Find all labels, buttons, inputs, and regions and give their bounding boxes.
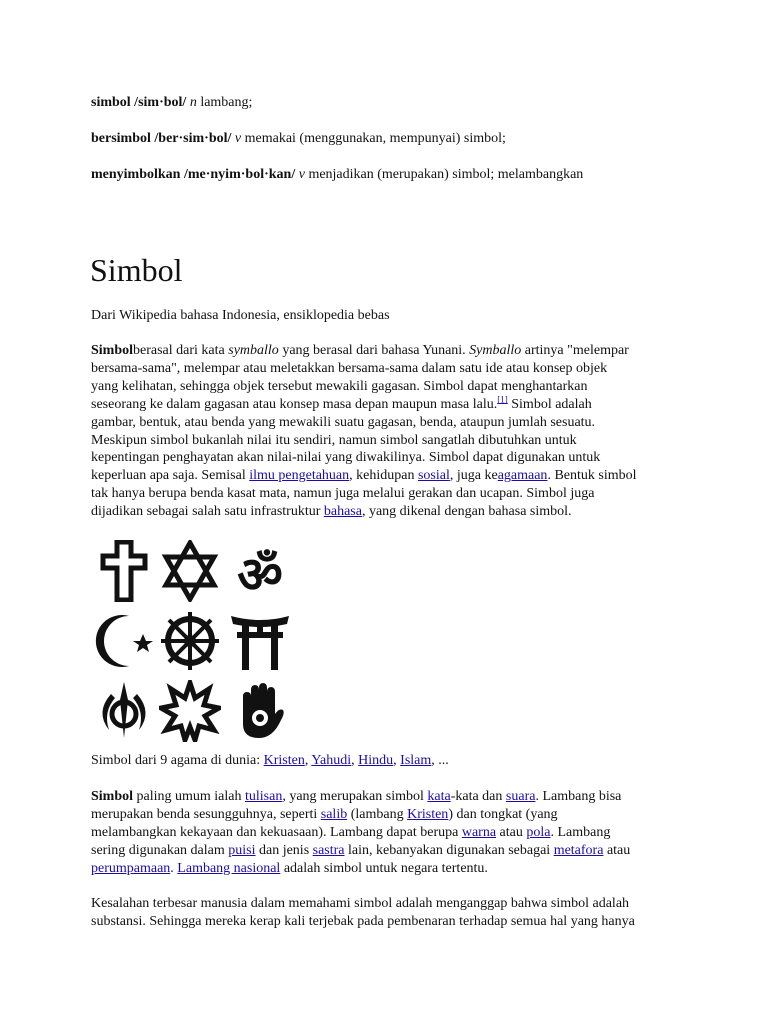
paragraph-line bbox=[91, 806, 691, 824]
definition-pos: v bbox=[298, 167, 305, 182]
text: , juga ke bbox=[449, 468, 498, 484]
paragraph-lambang bbox=[91, 788, 691, 878]
definition-term: menyimbolkan /me·nyim·bol·kan/ bbox=[91, 167, 296, 182]
separator: , bbox=[393, 753, 401, 768]
paragraph-line bbox=[91, 503, 691, 521]
text: melambangkan kekayaan dan kekuasaan). Lambang dapat berupa bbox=[91, 824, 462, 840]
link-perumpamaan[interactable]: perumpamaan bbox=[91, 860, 171, 876]
link-kristen-2[interactable]: Kristen bbox=[407, 806, 449, 822]
italic-term: symballo bbox=[228, 343, 279, 358]
definition-term: simbol /sim·bol/ bbox=[91, 95, 187, 110]
text: , yang dikenal dengan bahasa simbol. bbox=[361, 504, 572, 520]
svg-text:ॐ: ॐ bbox=[237, 546, 283, 602]
text: -kata dan bbox=[450, 789, 506, 804]
paragraph-line: kepentingan penghayatan akan nilai-nilai yang diwakilinya. Simbol dapat digunakan untuk bbox=[91, 450, 601, 466]
link-warna[interactable]: warna bbox=[461, 824, 497, 840]
text: seseorang ke dalam gagasan atau konsep masa depan maupun masa lalu. bbox=[91, 396, 498, 412]
paragraph-line bbox=[91, 860, 691, 878]
bahai-star-icon bbox=[159, 680, 221, 742]
paragraph-line bbox=[91, 824, 691, 842]
separator: , bbox=[351, 753, 359, 768]
text: . Lambang bbox=[550, 824, 611, 840]
link-metafora[interactable]: metafora bbox=[553, 842, 604, 858]
reference-link[interactable]: [1] bbox=[497, 394, 508, 405]
jain-hand-icon bbox=[229, 680, 291, 742]
paragraph-line bbox=[91, 396, 691, 414]
definition-simbol bbox=[91, 94, 252, 112]
paragraph-line: tak hanya berupa benda kasat mata, namun juga melalui gerakan dan ucapan. Simbol juga bbox=[91, 486, 595, 502]
definition-bersimbol bbox=[91, 130, 506, 148]
paragraph-line: yang kelihatan, sehingga objek tersebut mewakili gagasan. Simbol dapat menghantarkan bbox=[91, 378, 588, 394]
text: . Bentuk simbol bbox=[547, 468, 637, 484]
definition-term: bersimbol /ber·sim·bol/ bbox=[91, 131, 232, 146]
star-of-david-icon bbox=[159, 540, 221, 602]
religious-symbols-image bbox=[93, 540, 298, 750]
text: ) dan tongkat (yang bbox=[448, 806, 558, 822]
link-bahasa[interactable]: bahasa bbox=[323, 504, 362, 520]
text: lain, kebanyakan digunakan sebagai bbox=[344, 842, 554, 858]
caption-text: , ... bbox=[431, 753, 449, 768]
text: , kehidupan bbox=[349, 468, 418, 484]
bold-term: Simbol bbox=[91, 343, 134, 358]
definition-menyimbolkan bbox=[91, 166, 583, 184]
text: adalah simbol untuk negara tertentu. bbox=[280, 860, 488, 876]
text: dan jenis bbox=[255, 842, 313, 858]
definition-meaning: menjadikan (merupakan) simbol; melambangkan bbox=[308, 167, 584, 182]
crescent-star-icon bbox=[93, 610, 155, 672]
text: Simbol adalah bbox=[507, 396, 592, 412]
italic-term: Symballo bbox=[469, 343, 522, 358]
khanda-icon bbox=[93, 680, 155, 742]
paragraph-line bbox=[91, 842, 691, 860]
text: , yang merupakan simbol bbox=[282, 789, 428, 804]
link-lambang-nasional[interactable]: Lambang nasional bbox=[177, 860, 281, 876]
paragraph-line: Kesalahan terbesar manusia dalam memahami simbol adalah menganggap bahwa simbol adalah bbox=[91, 896, 630, 911]
paragraph-line bbox=[91, 467, 691, 485]
link-sastra[interactable]: sastra bbox=[312, 842, 345, 858]
text: dijadikan sebagai salah satu infrastruktur bbox=[91, 504, 324, 520]
text: berasal dari kata bbox=[133, 343, 229, 358]
paragraph-line: Meskipun simbol bukanlah nilai itu sendiri, namun simbol sangatlah dibutuhkan untuk bbox=[91, 432, 577, 448]
separator: , bbox=[304, 753, 312, 768]
link-sosial[interactable]: sosial bbox=[417, 468, 450, 484]
text: merupakan benda sesungguhnya, seperti bbox=[91, 806, 321, 822]
definition-meaning: lambang; bbox=[200, 95, 253, 110]
paragraph-intro bbox=[91, 342, 691, 521]
text: . Lambang bisa bbox=[535, 789, 622, 804]
link-puisi[interactable]: puisi bbox=[228, 842, 256, 858]
text: keperluan apa saja. Semisal bbox=[91, 468, 250, 484]
text: . bbox=[170, 860, 178, 876]
definition-pos: n bbox=[189, 95, 197, 110]
text: (lambang bbox=[347, 806, 408, 822]
article-title: Simbol bbox=[90, 252, 183, 288]
link-islam[interactable]: Islam bbox=[400, 753, 432, 768]
om-icon bbox=[229, 540, 291, 602]
text: artinya "melempar bbox=[521, 343, 629, 358]
text: yang berasal dari bahasa Yunani. bbox=[278, 343, 470, 358]
paragraph-line bbox=[91, 788, 691, 806]
definition-meaning: memakai (menggunakan, mempunyai) simbol; bbox=[244, 131, 506, 146]
link-suara[interactable]: suara bbox=[505, 789, 536, 804]
link-agamaan[interactable]: agamaan bbox=[497, 468, 548, 484]
paragraph-line: bersama-sama", melempar atau meletakkan bersama-sama dalam satu ide atau konsep objek bbox=[91, 360, 608, 376]
caption-text: Simbol dari 9 agama di dunia: bbox=[91, 753, 264, 768]
paragraph-line: substansi. Sehingga mereka kerap kali terjebak pada pembenaran terhadap semua hal yang hanya bbox=[91, 913, 635, 929]
symbols-caption bbox=[91, 752, 449, 770]
link-hindu[interactable]: Hindu bbox=[358, 753, 394, 768]
text: paling umum ialah bbox=[133, 789, 245, 804]
cross-icon bbox=[93, 540, 155, 602]
text: atau bbox=[603, 842, 631, 858]
link-ilmu-pengetahuan[interactable]: ilmu pengetahuan bbox=[249, 468, 350, 484]
link-kata[interactable]: kata bbox=[427, 789, 451, 804]
torii-icon bbox=[229, 610, 291, 672]
article-source: Dari Wikipedia bahasa Indonesia, ensiklopedia bebas bbox=[91, 308, 390, 323]
text: atau bbox=[496, 824, 527, 840]
link-yahudi[interactable]: Yahudi bbox=[311, 753, 352, 768]
paragraph-kesalahan bbox=[91, 895, 691, 931]
paragraph-line bbox=[91, 342, 691, 360]
link-tulisan[interactable]: tulisan bbox=[245, 789, 283, 804]
dharma-wheel-icon bbox=[159, 610, 221, 672]
text: sering digunakan dalam bbox=[91, 842, 229, 858]
paragraph-line: gambar, bentuk, atau benda yang mewakili suatu gagasan, benda, ataupun jumlah sesuatu. bbox=[91, 414, 596, 430]
link-pola[interactable]: pola bbox=[526, 824, 551, 840]
bold-term: Simbol bbox=[91, 789, 134, 804]
link-salib[interactable]: salib bbox=[320, 806, 348, 822]
definition-pos: v bbox=[234, 131, 242, 146]
link-kristen[interactable]: Kristen bbox=[263, 753, 305, 768]
